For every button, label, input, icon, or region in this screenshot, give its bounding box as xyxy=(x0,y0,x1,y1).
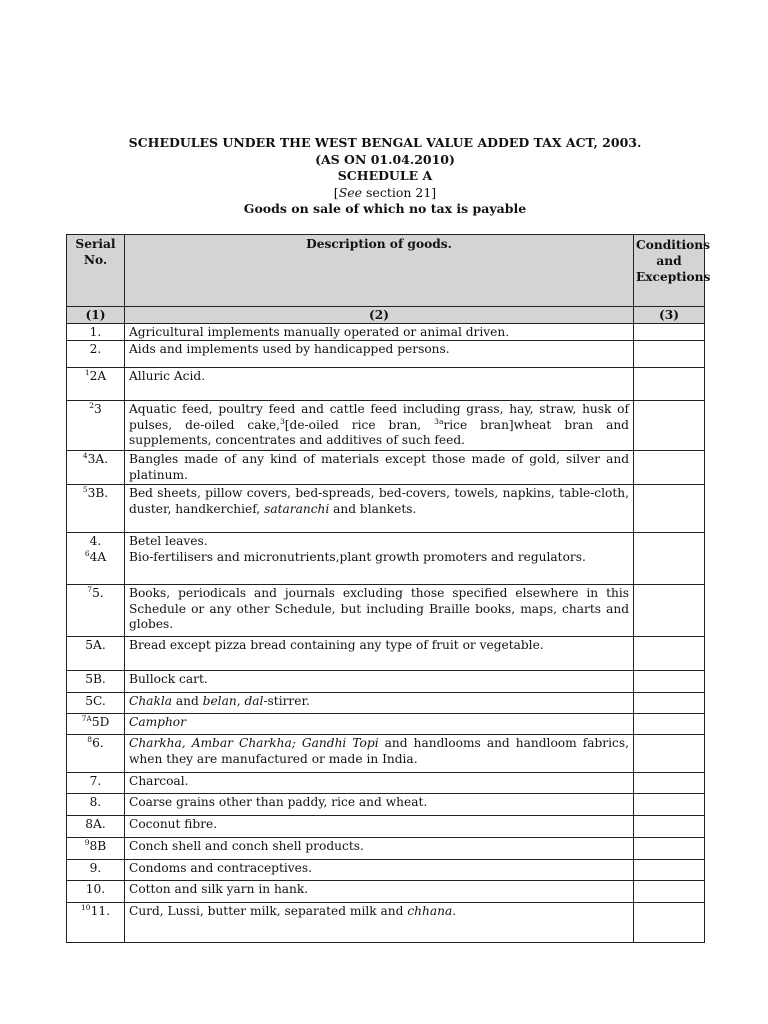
description-cell: Coarse grains other than paddy, rice and wheat. xyxy=(125,794,634,816)
table-row xyxy=(67,714,705,735)
serial-cell: $^{10}$11. xyxy=(67,903,125,943)
description-cell: Betel leaves. Bio-fertilisers and micronutrients,plant growth promoters and regulators. xyxy=(125,533,634,585)
conditions-cell xyxy=(634,735,705,773)
table-row xyxy=(67,838,705,860)
description-cell: Aquatic feed, poultry feed and cattle feed including grass, hay, straw, husk of pulses, de-oiled cake,$^3$[de-oiled rice bran, $^{3a}$rice bran]wheat bran and supplements, concentrates and additives of such feed. xyxy=(125,401,634,451)
section-reference: [See section 21] xyxy=(333,184,437,200)
table-row xyxy=(67,860,705,881)
schedule-title: SCHEDULE A xyxy=(337,168,433,183)
conditions-cell xyxy=(634,637,705,671)
conditions-cell xyxy=(634,451,705,485)
serial-cell: 7. xyxy=(67,773,125,794)
description-cell: Books, periodicals and journals excluding those specified elsewhere in this Schedule or any other Schedule, but including Braille books, maps, charts and globes. xyxy=(125,585,634,637)
conditions-cell xyxy=(634,401,705,451)
table-row xyxy=(67,533,705,585)
table-header-row xyxy=(67,235,705,307)
description-cell: Charkha, Ambar Charkha; Gandhi Topi and handlooms and handloom fabrics, when they are manufactured or made in India. xyxy=(125,735,634,773)
description-cell: Camphor xyxy=(125,714,634,735)
description-cell: Bangles made of any kind of materials except those made of gold, silver and platinum. xyxy=(125,451,634,485)
conditions-cell xyxy=(634,860,705,881)
serial-cell: 9. xyxy=(67,860,125,881)
description-cell: Conch shell and conch shell products. xyxy=(125,838,634,860)
serial-cell: 1. xyxy=(67,324,125,341)
conditions-cell xyxy=(634,903,705,943)
table-row xyxy=(67,794,705,816)
table-row xyxy=(67,324,705,341)
conditions-cell xyxy=(634,341,705,368)
description-cell: Alluric Acid. xyxy=(125,368,634,401)
table-row xyxy=(67,368,705,401)
description-cell: Bread except pizza bread containing any type of fruit or vegetable. xyxy=(125,637,634,671)
serial-cell: 5C. xyxy=(67,693,125,714)
table-row xyxy=(67,451,705,485)
conditions-cell xyxy=(634,485,705,533)
table-row xyxy=(67,671,705,693)
conditions-cell xyxy=(634,816,705,838)
act-title: SCHEDULES UNDER THE WEST BENGAL VALUE ADDED TAX ACT, 2003. xyxy=(128,135,642,150)
schedule-table xyxy=(66,234,711,943)
table-row xyxy=(67,585,705,637)
description-cell: Coconut fibre. xyxy=(125,816,634,838)
serial-cell: $^1$2A xyxy=(67,368,125,401)
table-row xyxy=(67,735,705,773)
header-description: Description of goods. xyxy=(125,235,634,307)
conditions-cell xyxy=(634,838,705,860)
conditions-cell xyxy=(634,794,705,816)
table-row xyxy=(67,341,705,368)
header-serial-no: Serial No. xyxy=(67,235,125,307)
conditions-cell xyxy=(634,773,705,794)
description-cell: Charcoal. xyxy=(125,773,634,794)
table-column-numbers-row xyxy=(67,307,705,324)
description-cell: Bullock cart. xyxy=(125,671,634,693)
conditions-cell xyxy=(634,714,705,735)
serial-cell: 8. xyxy=(67,794,125,816)
conditions-cell xyxy=(634,585,705,637)
serial-cell: $^{7A}$5D xyxy=(67,714,125,735)
schedule-subtitle: Goods on sale of which no tax is payable xyxy=(243,201,527,216)
header-conditions: Conditions and Exceptions xyxy=(634,235,705,307)
serial-cell: 2. xyxy=(67,341,125,368)
as-on-date: (AS ON 01.04.2010) xyxy=(315,151,455,167)
conditions-cell xyxy=(634,881,705,903)
table-row xyxy=(67,903,705,943)
serial-cell: 4. $^6$4A xyxy=(67,533,125,585)
column-number-3: (3) xyxy=(634,307,705,324)
conditions-cell xyxy=(634,324,705,341)
serial-cell: 5B. xyxy=(67,671,125,693)
serial-cell: 10. xyxy=(67,881,125,903)
description-cell: Agricultural implements manually operated or animal driven. xyxy=(125,324,634,341)
table-row xyxy=(67,637,705,671)
table-row xyxy=(67,816,705,838)
column-number-1: (1) xyxy=(67,307,125,324)
table-row xyxy=(67,693,705,714)
table-row xyxy=(67,485,705,533)
conditions-cell xyxy=(634,533,705,585)
table-row xyxy=(67,773,705,794)
conditions-cell xyxy=(634,368,705,401)
description-cell: Chakla and belan, dal-stirrer. xyxy=(125,693,634,714)
serial-cell: $^7$5. xyxy=(67,585,125,637)
description-cell: Bed sheets, pillow covers, bed-spreads, bed-covers, towels, napkins, table-cloth, duster, handkerchief, sataranchi and blankets. xyxy=(125,485,634,533)
serial-cell: $^4$3A. xyxy=(67,451,125,485)
table-row xyxy=(67,401,705,451)
serial-cell: 5A. xyxy=(67,637,125,671)
conditions-cell xyxy=(634,671,705,693)
serial-cell: $^8$6. xyxy=(67,735,125,773)
column-number-2: (2) xyxy=(125,307,634,324)
serial-cell: $^5$3B. xyxy=(67,485,125,533)
serial-cell: 8A. xyxy=(67,816,125,838)
schedule-heading xyxy=(66,135,704,218)
description-cell: Cotton and silk yarn in hank. xyxy=(125,881,634,903)
description-cell: Condoms and contraceptives. xyxy=(125,860,634,881)
conditions-cell xyxy=(634,693,705,714)
description-cell: Curd, Lussi, butter milk, separated milk and chhana. xyxy=(125,903,634,943)
serial-cell: $^9$8B xyxy=(67,838,125,860)
description-cell: Aids and implements used by handicapped persons. xyxy=(125,341,634,368)
table-row xyxy=(67,881,705,903)
serial-cell: $^2$3 xyxy=(67,401,125,451)
